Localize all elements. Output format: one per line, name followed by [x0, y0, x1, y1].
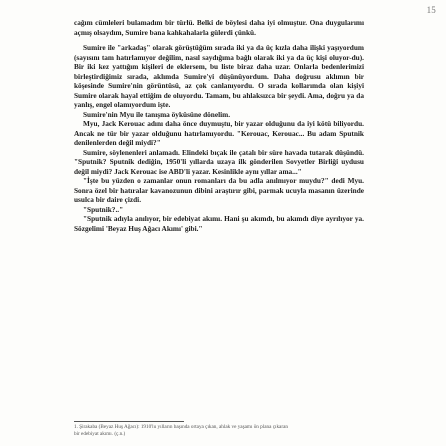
paragraph: "İşte bu yüzden o zamanlar onun romanları da bu adla anılmıyor muydu?" dedi Myu. Sonra özel bir hatıralar kavanozunun dibini araştırır gibi, parmak ucuyla masanın üzerinde usulca bir daire çizdi.	[74, 176, 364, 204]
page-number: 15	[426, 5, 436, 15]
footnote-line: 1. Şirakaba (Beyaz Huş Ağacı): 1910'lu yılların başında ortaya çıkan, ahlak ve yaşamı ön plana çıkaran	[74, 424, 288, 430]
body-text	[74, 18, 364, 233]
paragraph: Myu, Jack Kerouac adını daha önce duymuştu, bir yazar olduğunu da iyi kötü biliyordu. Ancak ne tür bir yazar olduğunu hatırlamıyordu. "Kerouac, Kerouac... Bu adam Sputnik denilenlerden değil miydi?"	[74, 119, 364, 147]
paragraph: Sumire, söylenenleri anlamadı. Elindeki bıçak ile çatalı bir süre havada tutarak düşündü. "Sputnik? Sputnik dediğin, 1950'li yıllarda uzaya ilk gönderilen Sovyetler Birliği uydusu değil miydi? Jack Kerouac ise ABD'li yazar. Kesinlikle aynı yıllar ama..."	[74, 147, 364, 176]
paragraph: "Sputnik adıyla anılıyor, bir edebiyat akımı. Hani şu akımdı, bu akımdı diye ayrılıyor ya. Sözgelimi 'Beyaz Huş Ağacı Akımı' gibi."	[74, 214, 364, 233]
footnote-divider	[74, 421, 184, 422]
footnote	[74, 424, 364, 437]
paragraph: cağım cümleleri bulamadım bir türlü. Belki de böylesi daha iyi olmuştur. Ona duygularımı açmış olsaydım, Sumire bana kahkahalarla gülerdi çünkü.	[74, 18, 364, 37]
paragraph: "Sputnik?.."	[83, 204, 124, 214]
paragraph: Sumire'nin Myu ile tanışma öyküsüne dönelim.	[83, 109, 231, 119]
paragraph: Sumire ile "arkadaş" olarak görüştüğüm sırada iki ya da üç kızla daha ilişki yaşıyordum (sayısını tam hatırlamıyor değilim, nasıl saydığıma bağlı olarak iki ya da üç kişi oluyor-du). Bir iki kez yattığım kişileri de eklersem, bu liste biraz daha uzar. Onlarla bedenlerimizi birleştirdiğimiz sırada, aklımda Sumire'yi düşünüyordum. Daha doğrusu aklımın bir köşesinde Sumire'nin görüntüsü, az çok canlanıyordu. O sırada kollarımda olan kişiyi Sumire olarak hayal ettiğim de oluyordu. Tamam, bu ahlaksızca bir şeydi. Ama, doğru ya da yanlış, engel olamıyordum işte.	[74, 43, 364, 109]
footnote-line: bir edebiyat akımı. (ç.n.)	[74, 430, 126, 437]
